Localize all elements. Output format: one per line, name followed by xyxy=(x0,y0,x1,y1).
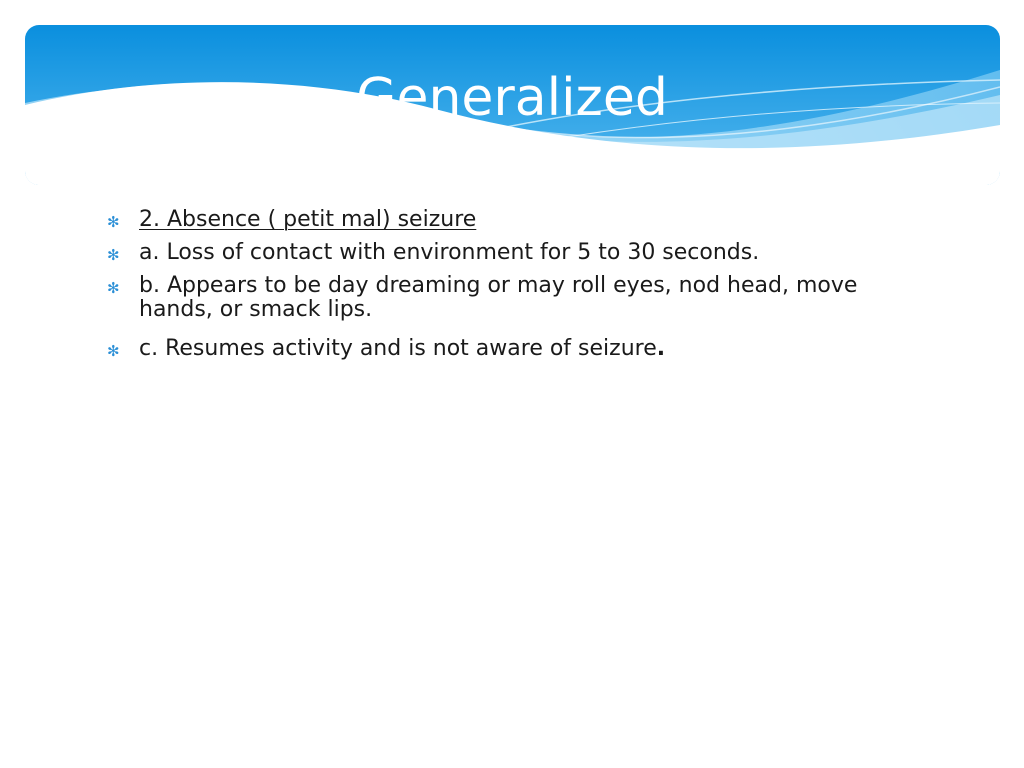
bullet-text: b. Appears to be day dreaming or may roll eyes, nod head, move hands, or smack lips. xyxy=(139,273,858,322)
bullet-text: a. Loss of contact with environment for 5 to 30 seconds. xyxy=(139,240,760,265)
list-item xyxy=(107,337,927,363)
list-item xyxy=(107,274,927,322)
asterisk-bullet-icon: ✻ xyxy=(107,342,120,360)
asterisk-bullet-icon: ✻ xyxy=(107,246,120,264)
list-item xyxy=(107,241,927,267)
bullet-text-container xyxy=(139,337,927,361)
asterisk-bullet-icon: ✻ xyxy=(107,279,120,297)
bullet-text: c. Resumes activity and is not aware of seizure xyxy=(139,336,657,361)
list-item xyxy=(107,208,927,234)
bullet-period: . xyxy=(656,336,666,361)
slide-title: Generalized xyxy=(356,68,668,128)
bullet-text: 2. Absence ( petit mal) seizure xyxy=(139,207,477,232)
bullet-list xyxy=(107,208,927,363)
asterisk-bullet-icon: ✻ xyxy=(107,213,120,231)
